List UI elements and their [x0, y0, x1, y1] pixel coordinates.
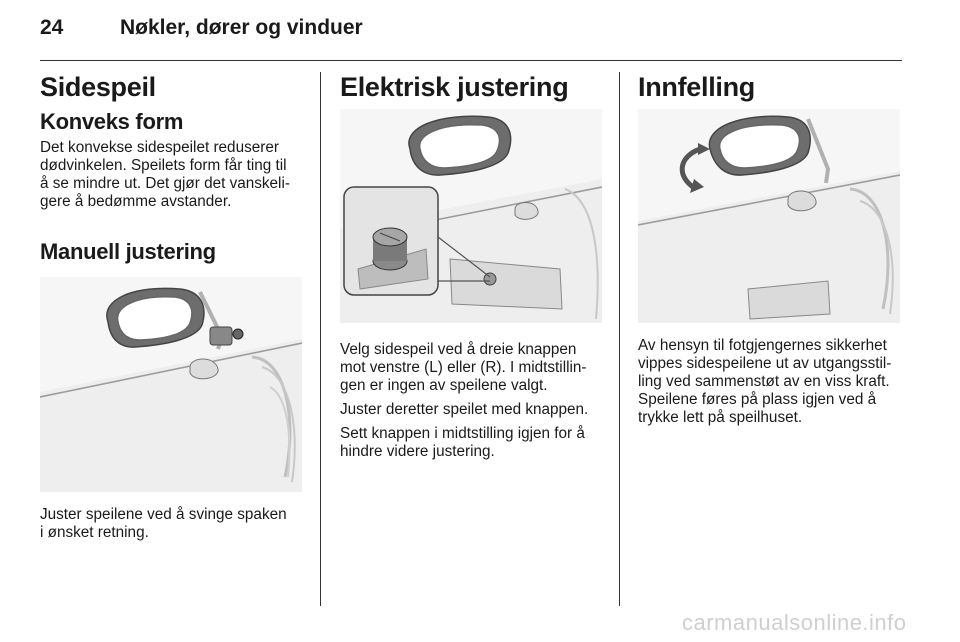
column-1 [40, 70, 308, 548]
electric-paragraph-2 [340, 401, 608, 419]
folding-paragraph [638, 337, 906, 427]
text-line: mot venstre (L) eller (R). I midtstillin- [340, 359, 587, 376]
page-number: 24 [40, 16, 64, 39]
manual-mirror-illustration [40, 277, 302, 492]
column-divider-1 [320, 72, 321, 606]
text-line: vippes sidespeilene ut av utgangsstil- [638, 355, 892, 372]
folding-mirror-illustration [638, 109, 900, 323]
text-line: hindre videre justering. [340, 443, 495, 460]
column-3 [638, 70, 906, 433]
manual-paragraph [40, 506, 308, 542]
text-line: Sett knappen i midtstilling igjen for å [340, 425, 585, 442]
subheading-convex: Konveks form [40, 109, 184, 134]
section-heading: Sidespeil [40, 72, 156, 102]
text-line: dødvinkelen. Speilets form får ting til [40, 157, 287, 174]
convex-paragraph [40, 139, 308, 211]
section-heading-folding: Innfelling [638, 72, 755, 102]
chapter-title: Nøkler, dører og vinduer [120, 16, 363, 39]
text-line: å se mindre ut. Det gjør det vanskeli- [40, 175, 290, 192]
text-line: gen er ingen av speilene valgt. [340, 377, 548, 394]
text-line: gere å bedømme avstander. [40, 193, 232, 210]
text-line: Juster speilene ved å svinge spaken [40, 506, 287, 523]
watermark: carmanualsonline.info [682, 610, 907, 635]
column-2 [340, 70, 608, 467]
text-line: trykke lett på speilhuset. [638, 409, 803, 426]
text-line: Speilene føres på plass igjen ved å [638, 391, 877, 408]
section-heading-electric: Elektrisk justering [340, 72, 569, 102]
subheading-manual: Manuell justering [40, 239, 216, 264]
header-rule [40, 60, 902, 61]
text-line: Velg sidespeil ved å dreie knappen [340, 341, 577, 358]
electric-paragraph-3 [340, 425, 608, 461]
page-header [40, 16, 363, 40]
text-line: ling ved sammenstøt av en viss kraft. [638, 373, 890, 390]
electric-paragraph-1 [340, 341, 608, 395]
text-line: Av hensyn til fotgjengernes sikkerhet [638, 337, 887, 354]
text-line: i ønsket retning. [40, 524, 149, 541]
text-line: Juster deretter speilet med knappen. [340, 401, 589, 418]
text-line: Det konvekse sidespeilet reduserer [40, 139, 279, 156]
electric-mirror-illustration [340, 109, 602, 323]
column-divider-2 [619, 72, 620, 606]
